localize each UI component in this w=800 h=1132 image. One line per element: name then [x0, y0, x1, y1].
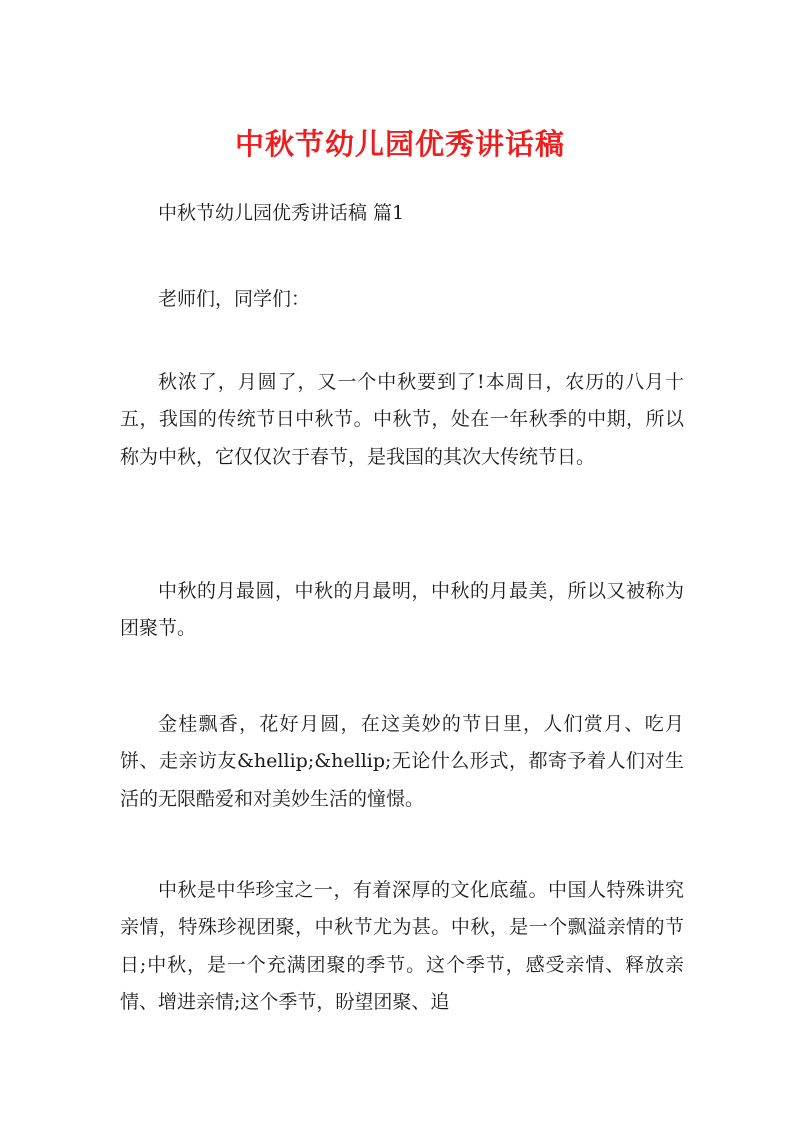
- document-title: 中秋节幼儿园优秀讲话稿: [234, 127, 565, 161]
- document-subtitle: 中秋节幼儿园优秀讲话稿 篇1: [158, 202, 405, 224]
- greeting: 老师们，同学们：: [158, 288, 311, 310]
- paragraph-1: 秋浓了，月圆了，又一个中秋要到了!本周日，农历的八月十五，我国的传统节日中秋节。中秋节，处在一年秋季的中期，所以称为中秋，它仅仅次于春节，是我国的其次大传统节日。: [120, 371, 684, 468]
- paragraph-2: 中秋的月最圆，中秋的月最明，中秋的月最美，所以又被称为团聚节。: [120, 580, 684, 640]
- paragraph-3: 金桂飘香，花好月圆，在这美妙的节日里，人们赏月、吃月饼、走亲访友&hellip;&hellip;无论什么形式，都寄予着人们对生活的无限酷爱和对美妙生活的憧憬。: [120, 713, 684, 810]
- paragraph-4: 中秋是中华珍宝之一，有着深厚的文化底蕴。中国人特殊讲究亲情，特殊珍视团聚，中秋节尤为甚。中秋，是一个飘溢亲情的节日;中秋，是一个充满团聚的季节。这个季节，感受亲情、释放亲情、增进亲情;这个季节，盼望团聚、追: [120, 879, 684, 1014]
